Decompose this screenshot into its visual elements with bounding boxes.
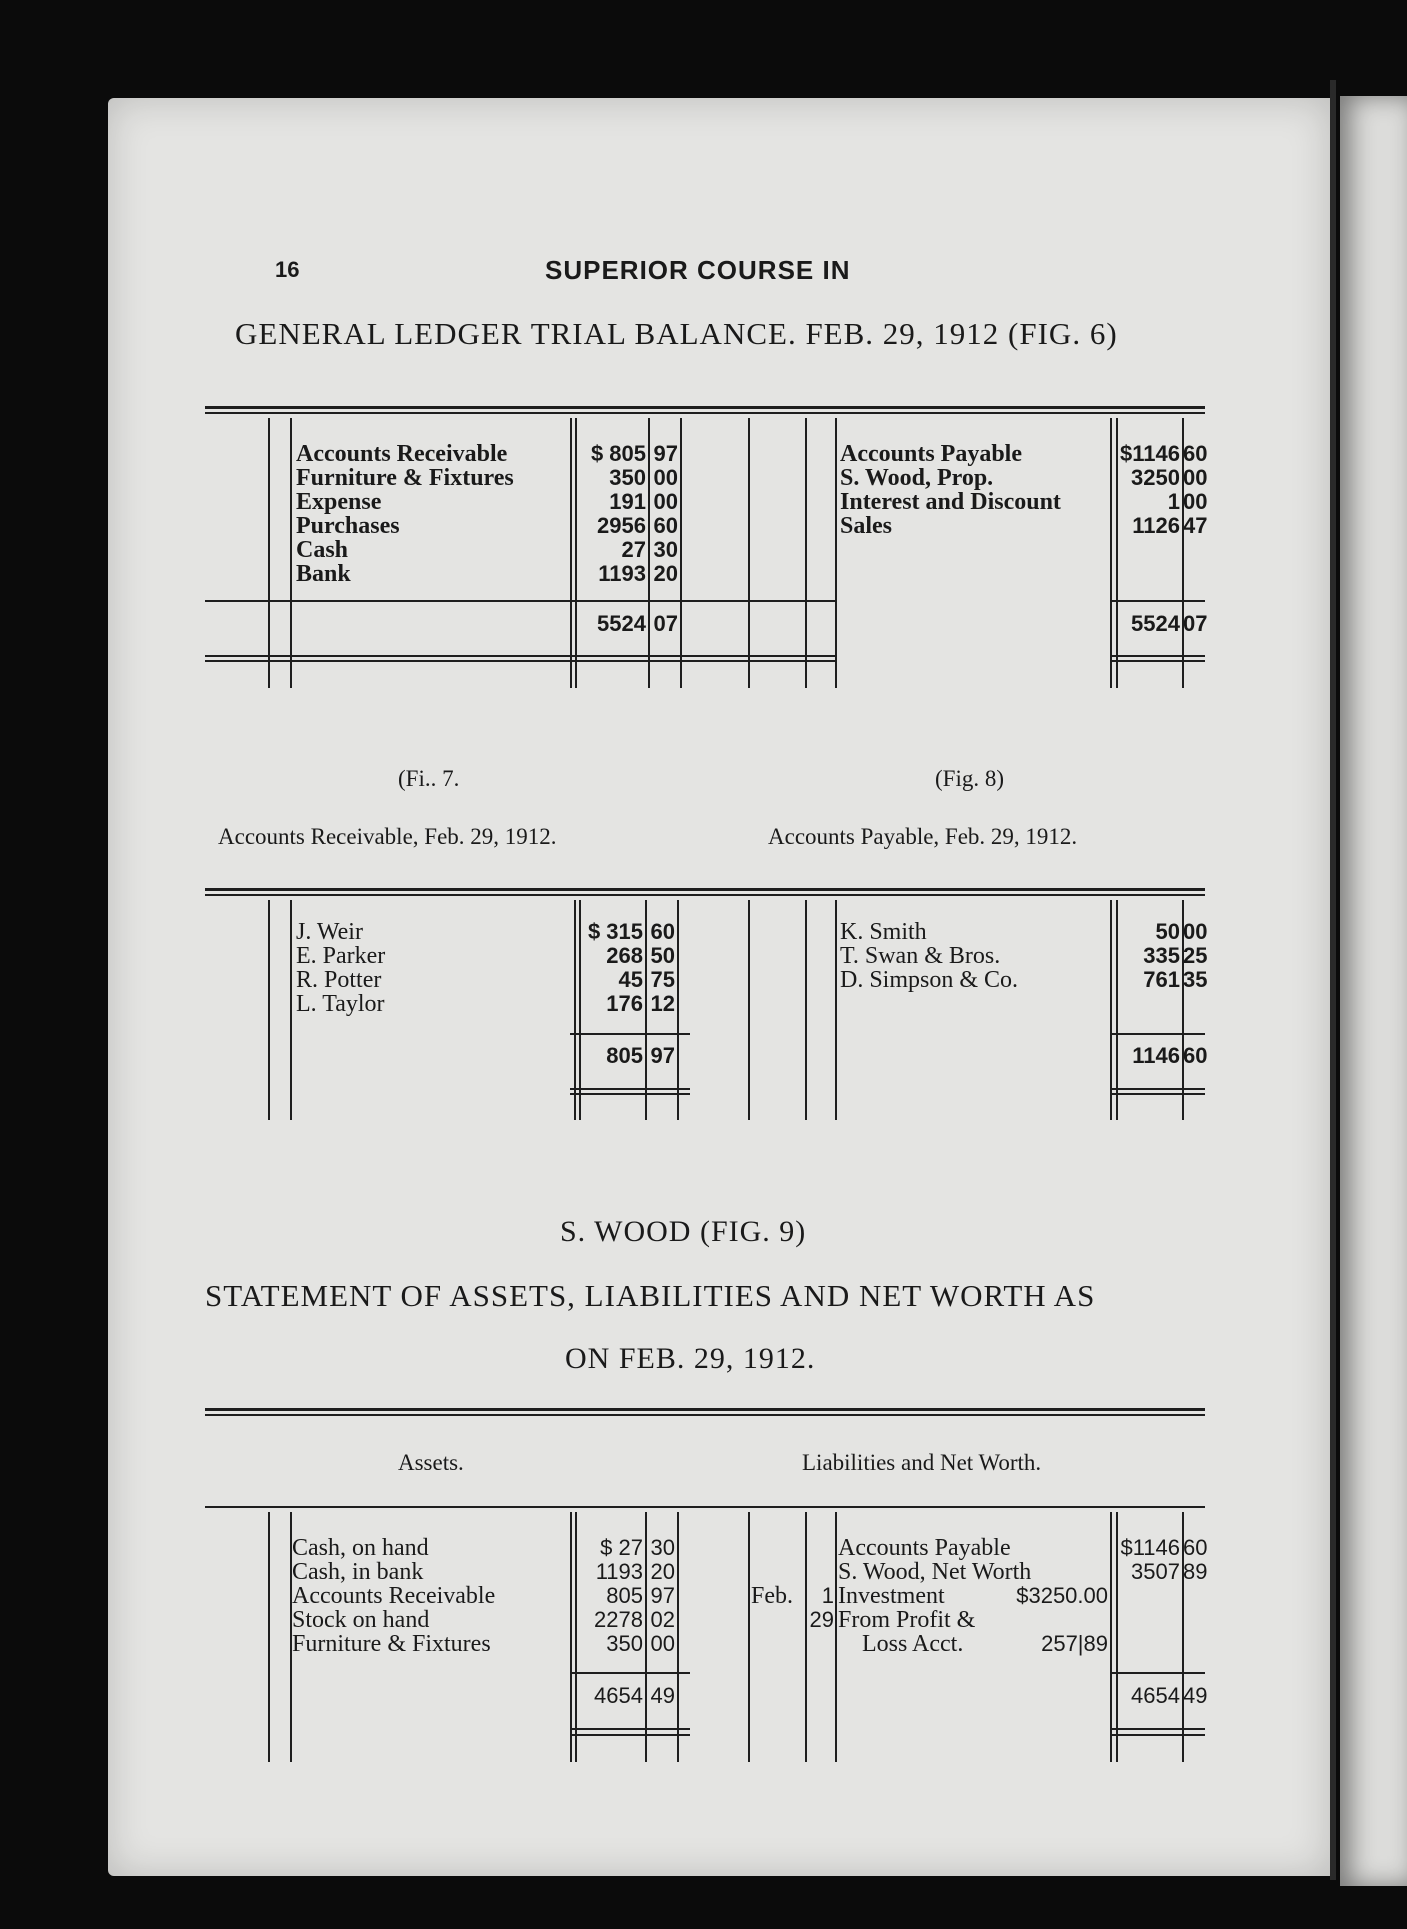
fig7-account-1: E. Parker (296, 943, 386, 969)
liab-account-1: S. Wood, Net Worth (838, 1559, 1032, 1585)
fig7-total-dollars: 805 (606, 1043, 643, 1068)
fig6-right-dollars-0: $1146 (1120, 441, 1180, 466)
fig6-left-account-4: Cash (296, 537, 349, 563)
assets-heading: Assets. (398, 1450, 464, 1475)
asset-account-2: Accounts Receivable (292, 1583, 496, 1609)
fig9-title-line1: STATEMENT OF ASSETS, LIABILITIES AND NET WORTH AS (205, 1278, 1096, 1313)
fig6-left-cents-2: 00 (653, 489, 678, 514)
fig7-dollars-0: $ 315 (587, 919, 643, 944)
liab-inner-4: 257|89 (1041, 1631, 1108, 1656)
asset-cents-0: 30 (650, 1535, 675, 1560)
liab-account-0: Accounts Payable (838, 1535, 1011, 1561)
asset-dollars-1: 1193 (595, 1559, 643, 1584)
asset-account-1: Cash, in bank (292, 1559, 424, 1585)
fig7-account-2: R. Potter (296, 967, 382, 993)
fig9-total-right-cents: 49 (1183, 1683, 1208, 1708)
asset-dollars-0: $ 27 (600, 1535, 643, 1560)
fig6-right-cents-2: 00 (1183, 489, 1208, 514)
fig7-cents-2: 75 (650, 967, 675, 992)
fig6-total-right-cents: 07 (1183, 611, 1208, 636)
asset-cents-1: 20 (650, 1559, 675, 1584)
asset-cents-2: 97 (650, 1583, 675, 1608)
book-spine (1330, 80, 1336, 1880)
fig6-left-cents-5: 20 (653, 561, 678, 586)
fig9-total-left-dollars: 4654 (594, 1683, 643, 1708)
fig8-cents-0: 00 (1183, 919, 1208, 944)
fig7-dollars-3: 176 (606, 991, 643, 1016)
fig6-left-account-0: Accounts Receivable (296, 441, 508, 467)
fig8-cents-1: 25 (1183, 943, 1208, 968)
fig6-left-dollars-0: $ 805 (590, 441, 646, 466)
fig6-left-dollars-2: 191 (609, 489, 646, 514)
asset-cents-4: 00 (650, 1631, 675, 1656)
fig6-right-account-2: Interest and Discount (840, 489, 1061, 515)
fig7-label: (Fi.. 7. (398, 766, 460, 791)
fig6-left-cents-1: 00 (653, 465, 678, 490)
liab-day-0: 1 (821, 1583, 834, 1608)
fig8-dollars-2: 761 (1143, 967, 1180, 992)
fig6-left-account-3: Purchases (296, 513, 400, 539)
fig6-right-dollars-3: 1126 (1132, 513, 1180, 538)
fig7-cents-3: 12 (650, 991, 675, 1016)
fig8-dollars-0: 50 (1155, 919, 1180, 944)
fig6-right-dollars-2: 1 (1167, 489, 1180, 514)
asset-dollars-2: 805 (606, 1583, 643, 1608)
fig8-total-dollars: 1146 (1132, 1043, 1180, 1068)
asset-dollars-3: 2278 (594, 1607, 643, 1632)
asset-account-3: Stock on hand (292, 1607, 430, 1633)
fig6-total-left-dollars: 5524 (597, 611, 646, 636)
fig7-dollars-1: 268 (606, 943, 643, 968)
fig9-total-right-dollars: 4654 (1131, 1683, 1180, 1708)
asset-dollars-4: 350 (606, 1631, 643, 1656)
fig7-cents-0: 60 (650, 919, 675, 944)
fig6-total-right-dollars: 5524 (1131, 611, 1180, 636)
fig8-total-cents: 60 (1183, 1043, 1208, 1068)
fig8-title: Accounts Payable, Feb. 29, 1912. (768, 824, 1078, 849)
fig6-right-account-3: Sales (840, 513, 893, 539)
liab-cents-1: 89 (1183, 1559, 1208, 1584)
liab-account-3: From Profit & (838, 1607, 976, 1633)
fig8-label: (Fig. 8) (935, 766, 1004, 791)
running-header: SUPERIOR COURSE IN (545, 255, 851, 285)
fig6-left-account-2: Expense (296, 489, 382, 515)
liab-account-4: Loss Acct. (862, 1631, 964, 1657)
fig8-dollars-1: 335 (1143, 943, 1180, 968)
liab-day-1: 29 (809, 1607, 834, 1632)
page-number: 16 (275, 257, 300, 282)
fig7-title: Accounts Receivable, Feb. 29, 1912. (218, 824, 557, 849)
fig8-cents-2: 35 (1183, 967, 1208, 992)
fig6-total-left-cents: 07 (653, 611, 678, 636)
liab-dollars-1: 3507 (1131, 1559, 1180, 1584)
fig6-left-cents-3: 60 (653, 513, 678, 538)
fig6-left-cents-0: 97 (653, 441, 678, 466)
fig6-left-dollars-3: 2956 (597, 513, 646, 538)
fig6-right-cents-0: 60 (1183, 441, 1208, 466)
fig8-account-0: K. Smith (840, 919, 927, 945)
asset-account-4: Furniture & Fixtures (292, 1631, 491, 1657)
fig9-title-line2: ON FEB. 29, 1912. (565, 1342, 816, 1375)
asset-account-0: Cash, on hand (292, 1535, 429, 1561)
fig6-right-dollars-1: 3250 (1131, 465, 1180, 490)
asset-cents-3: 02 (650, 1607, 675, 1632)
liab-dollars-0: $1146 (1120, 1535, 1180, 1560)
fig9-heading: S. WOOD (FIG. 9) (560, 1215, 807, 1248)
fig7-dollars-2: 45 (618, 967, 643, 992)
liabilities-heading: Liabilities and Net Worth. (802, 1450, 1042, 1475)
fig7-account-0: J. Weir (296, 919, 363, 945)
fig6-title: GENERAL LEDGER TRIAL BALANCE. FEB. 29, 1912 (FIG. 6) (235, 316, 1118, 351)
liab-account-2: Investment (838, 1583, 945, 1609)
fig7-cents-1: 50 (650, 943, 675, 968)
liab-inner-2: $3250.00 (1016, 1583, 1108, 1608)
fig6-right-cents-1: 00 (1183, 465, 1208, 490)
fig6-right-account-0: Accounts Payable (840, 441, 1022, 467)
facing-page-edge (1340, 96, 1407, 1886)
liab-month: Feb. (751, 1583, 793, 1609)
fig8-account-2: D. Simpson & Co. (840, 967, 1019, 993)
fig6-left-dollars-4: 27 (621, 537, 646, 562)
fig6-right-account-1: S. Wood, Prop. (840, 465, 994, 491)
fig7-account-3: L. Taylor (296, 991, 385, 1017)
fig6-left-account-1: Furniture & Fixtures (296, 465, 514, 491)
fig6-right-cents-3: 47 (1183, 513, 1208, 538)
liab-cents-0: 60 (1183, 1535, 1208, 1560)
fig6-left-dollars-1: 350 (609, 465, 646, 490)
fig6-left-dollars-5: 1193 (598, 561, 646, 586)
fig9-total-left-cents: 49 (650, 1683, 675, 1708)
fig8-account-1: T. Swan & Bros. (840, 943, 1001, 969)
fig6-left-account-5: Bank (296, 561, 351, 587)
fig6-left-cents-4: 30 (653, 537, 678, 562)
fig7-total-cents: 97 (650, 1043, 675, 1068)
